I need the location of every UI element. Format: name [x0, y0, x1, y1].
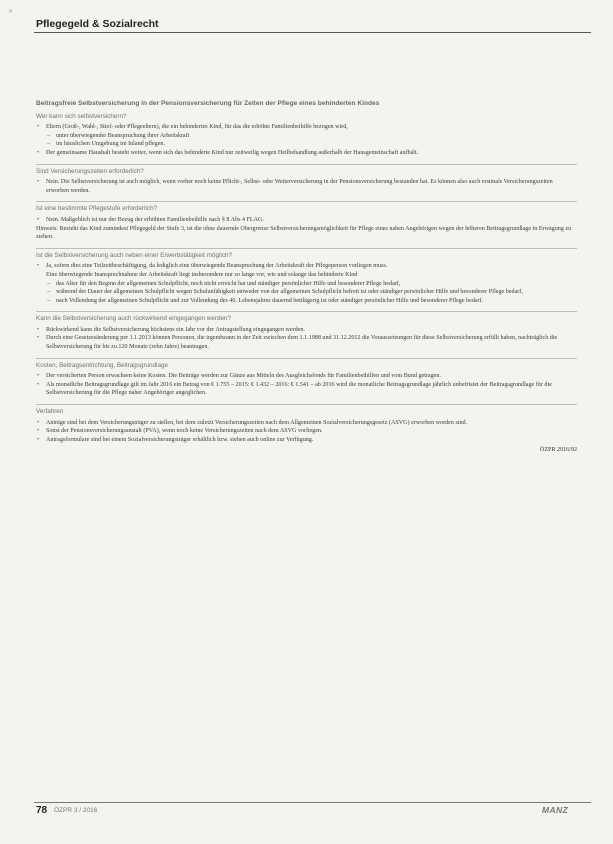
section-question: Ist die Selbstversicherung auch neben einer Erwerbstätigkeit möglich? [36, 248, 577, 261]
note-paragraph: Eine überwiegende Inanspruchnahme der Arbeitskraft liegt insbesondere nur so lange vor, wie und solange das behinderte Kind [46, 271, 358, 278]
dash-item: – während der Dauer der allgemeinen Schulpflicht wegen Schulunfähigkeit entweder von der allgemeinen Schulpflicht befreit ist oder ständiger persönlicher Hilfe und besonderer Pflege bedarf, [46, 288, 577, 297]
list-item: • Rückwirkend kann die Selbstversicherung höchstens ein Jahr vor der Antragstellung eingegangen werden. [36, 326, 577, 335]
section-retroactive [36, 311, 577, 351]
footer-rule [34, 802, 591, 803]
dash-item: – im häuslichen Umgebung im Inland pflegen. [46, 140, 577, 149]
article-title: Beitragsfreie Selbstversicherung in der Pensionsversicherung für Zeiten der Pflege eines behinderten Kindes [36, 100, 380, 107]
section-procedure [36, 404, 577, 444]
bullet-list [36, 419, 577, 445]
publisher-logo: MANZ [542, 805, 569, 815]
dash-item: – das Alter für den Beginn der allgemeinen Schulpflicht, noch nicht erreicht hat und ständiger persönlicher Hilfe und besonderer Pflege bedarf, [46, 280, 577, 289]
list-item: • Als monatliche Beitragsgrundlage gilt im Jahr 2016 ein Betrag von € 1.755 – 2015: € 1.432 – 2016: € 1.541 – ab 2016 wird die monatliche Beitragsgrundlage jährlich unbefristet der Beitragsgrundlage für die Selbstversicherung für die Pflege naher Angehöriger angeglichen. [36, 381, 577, 398]
corner-mark: ✕ [8, 9, 14, 15]
section-question: Kann die Selbstversicherung auch rückwirkend eingegangen werden? [36, 311, 577, 324]
list-item: • Ja, sofern dies eine Teilzeitbeschäftigung, da lediglich eine überwiegende Beanspruchung der Arbeitskraft der Pflegeperson vorliegen muss. [36, 262, 577, 271]
list-item [36, 123, 577, 149]
article-content [36, 100, 577, 455]
bullet-list [36, 262, 577, 271]
dash-item: – unter überwiegender Beanspruchung ihrer Arbeitskraft [46, 132, 577, 141]
dash-list [46, 132, 577, 149]
source-citation: ÖZPR 2016/92 [539, 447, 577, 454]
dash-list [36, 280, 577, 306]
journal-reference: ÖZPR 3 / 2016 [54, 807, 98, 814]
list-item: • Antragsformulare sind bei einem Sozialversicherungsträger erhältlich bzw. stehen auch online zur Verfügung. [36, 436, 577, 445]
list-item: • Der versicherten Person erwachsen keine Kosten. Die Beiträge werden zur Gänze aus Mitteln des Ausgleichsfonds für Familienbeihilfen und vom Bund getragen. [36, 372, 577, 381]
section-question: Verfahren [36, 404, 577, 417]
hint-paragraph: Hinweis: Bezieht das Kind zumindest Pflegegeld der Stufe 3, ist die ohne dauernde Obergrenze Selbstversicherungsmöglichkeit für Pflege eines nahen Angehörigen wegen der höheren Beitragsgrundlage in Erwägung zu ziehen. [36, 225, 572, 241]
list-item: • Nein. Die Selbstversicherung ist auch möglich, wenn vorher noch keine Pflicht-, Selbst- oder Weiterversicherung in der Pensionsversicherung bestanden hat. Es können also auch erstmals Versicherungszeiten erworben werden. [36, 178, 577, 195]
section-question: Ist eine bestimmte Pflegestufe erforderlich? [36, 201, 577, 214]
dash-item: – nach Vollendung der allgemeinen Schulpflicht und zur Vollendung des 40. Lebensjahres dauernd bettlägerig ist oder ständiger persönlicher Hilfe und besonderer Pflege bedarf. [46, 297, 577, 306]
bullet-list [36, 123, 577, 157]
list-item: • Der gemeinsame Haushalt besteht weiter, wenn sich das behinderte Kind nur zeitweilig wegen Heilbehandlung außerhalb der Hausgemeinschaft aufhält. [36, 149, 577, 158]
section-question: Sind Versicherungszeiten erforderlich? [36, 164, 577, 177]
list-item: • Durch eine Gesetzesänderung per 1.1.2013 können Personen, die irgendwann in der Zeit zwischen dem 1.1.1988 und 31.12.2012 die Voraussetzungen für diese Selbstversicherung erfüllt haben, nachträglich die Selbstversicherung für bis zu 120 Monate (zehn Jahre) beantragen. [36, 334, 577, 351]
list-item-text: Eltern (Groß-, Wahl-, Stief- oder Pflegeeltern), die ein behindertes Kind, für das die erhöhte Familienbeihilfe bezogen wird, [46, 124, 348, 131]
section-insurance-periods [36, 164, 577, 196]
section-employment [36, 248, 577, 306]
section-costs [36, 358, 577, 398]
section-care-level [36, 201, 577, 241]
list-item: • Sonst der Pensionsversicherungsanstalt (PVA), wenn noch keine Versicherungszeiten nach dem ASVG vorliegen. [36, 427, 577, 436]
page-header-title: Pflegegeld & Sozialrecht [36, 18, 159, 30]
header-rule [34, 32, 591, 33]
bullet-list [36, 216, 577, 225]
section-question: Wer kann sich selbstversichern? [36, 112, 127, 120]
section-question: Kosten, Beitragsentrichtung, Beitragsgrundlage [36, 358, 577, 371]
page-number: 78 [36, 805, 48, 816]
section-who [36, 113, 577, 158]
bullet-list [36, 372, 577, 398]
list-item: • Nein. Maßgeblich ist nur der Bezug der erhöhten Familienbeihilfe nach § 8 Abs 4 FLAG. [36, 216, 577, 225]
list-item: • Anträge sind bei dem Versicherungsträger zu stellen, bei dem zuletzt Versicherungszeiten nach dem Allgemeinen Sozialversicherungsgesetz (ASVG) erworben worden sind. [36, 419, 577, 428]
bullet-list [36, 178, 577, 195]
bullet-list [36, 326, 577, 352]
